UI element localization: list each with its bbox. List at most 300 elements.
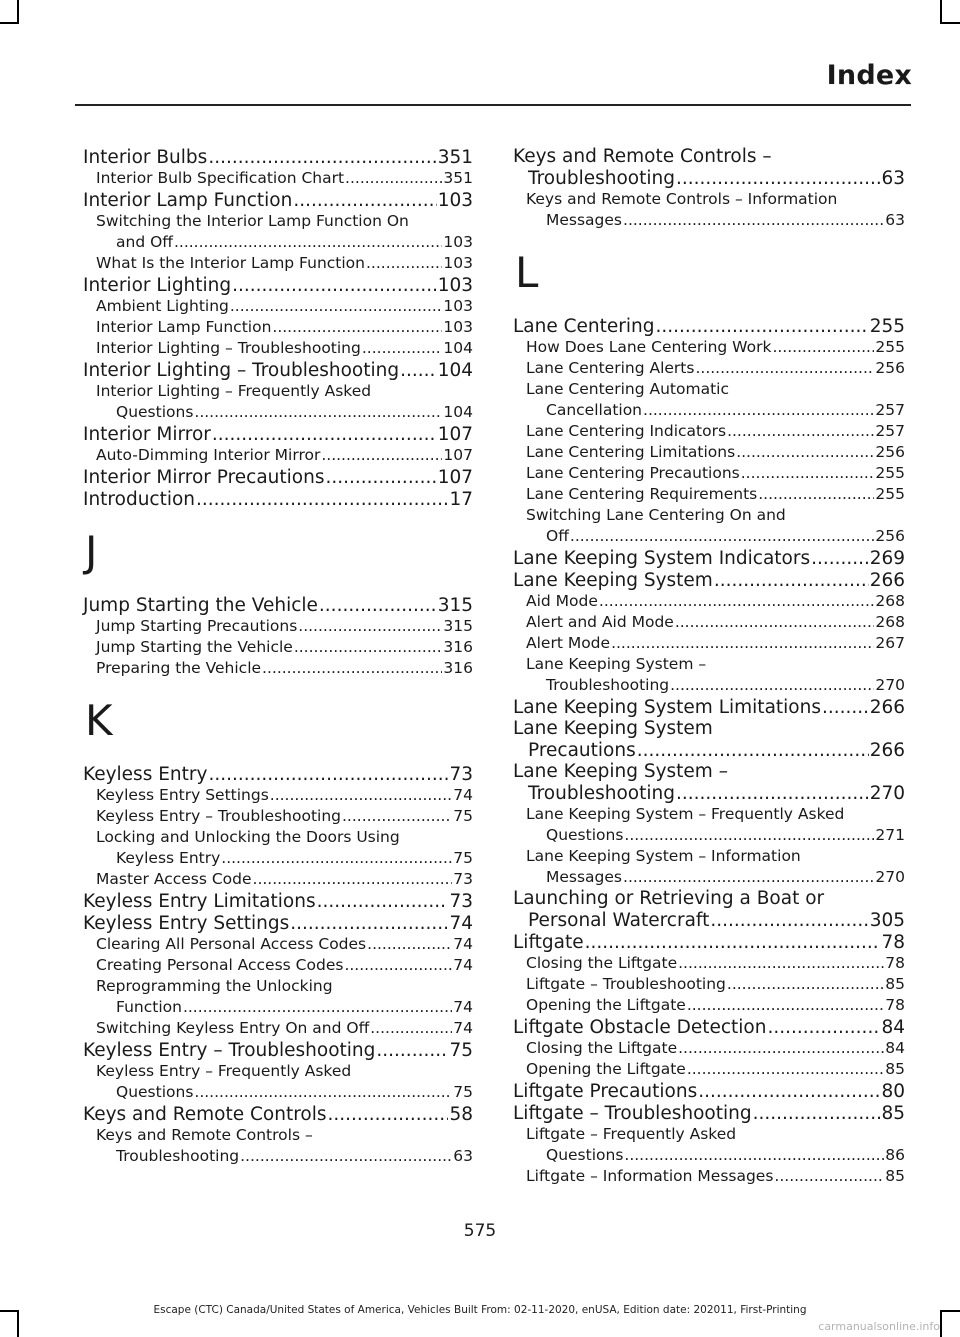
page-reference: 103 xyxy=(443,233,473,251)
leader-dots xyxy=(174,232,442,253)
index-subentry xyxy=(513,484,905,505)
entry-title-line: Liftgate – Frequently Asked xyxy=(526,1125,737,1143)
entry-title: Jump Starting the Vehicle xyxy=(96,638,293,656)
page-reference: 80 xyxy=(881,1081,905,1102)
entry-title: Auto-Dimming Interior Mirror xyxy=(96,446,321,464)
page-reference: 75 xyxy=(453,849,473,867)
index-subentry xyxy=(83,296,473,317)
entry-row xyxy=(513,931,905,953)
leader-dots xyxy=(774,1166,884,1187)
leader-dots xyxy=(687,995,884,1016)
entry-title: Cancellation xyxy=(546,401,643,419)
leader-dots xyxy=(208,147,436,168)
index-subentry xyxy=(513,463,905,484)
entry-row xyxy=(513,1145,905,1166)
leader-dots xyxy=(253,869,453,890)
page-reference: 58 xyxy=(449,1104,473,1125)
entry-row xyxy=(513,953,905,974)
page-reference: 256 xyxy=(875,527,905,545)
entry-row xyxy=(83,232,473,253)
entry-row xyxy=(83,848,473,869)
entry-title: Lane Centering xyxy=(513,316,655,337)
leader-dots xyxy=(678,953,884,974)
index-subentry xyxy=(513,1038,905,1059)
entry-row xyxy=(83,637,473,658)
index-entry xyxy=(83,274,473,296)
index-subentry xyxy=(83,1061,473,1103)
entry-title: Questions xyxy=(546,1146,624,1164)
index-subentry xyxy=(83,869,473,890)
page-reference: 85 xyxy=(885,975,905,993)
entry-title-line: Locking and Unlocking the Doors Using xyxy=(96,828,400,846)
entry-row xyxy=(83,934,473,955)
index-subentry xyxy=(513,804,905,846)
entry-title: How Does Lane Centering Work xyxy=(526,338,772,356)
entry-title: Liftgate – Troubleshooting xyxy=(526,975,726,993)
index-subentry xyxy=(513,189,905,231)
page-reference: 84 xyxy=(881,1017,905,1038)
page-reference: 63 xyxy=(881,168,905,189)
entry-row xyxy=(513,825,905,846)
index-subentry xyxy=(513,1166,905,1187)
entry-row xyxy=(513,696,905,718)
entry-title: Liftgate xyxy=(513,932,584,953)
entry-title: Off xyxy=(546,527,569,545)
page-reference: 86 xyxy=(885,1146,905,1164)
index-subentry xyxy=(83,381,473,423)
leader-dots xyxy=(230,296,443,317)
index-subentry xyxy=(83,317,473,338)
entry-row xyxy=(83,890,473,912)
page-reference: 315 xyxy=(443,617,473,635)
page-reference: 267 xyxy=(875,634,905,652)
page-reference: 255 xyxy=(875,338,905,356)
index-subentry xyxy=(83,338,473,359)
entry-title: Liftgate Obstacle Detection xyxy=(513,1017,767,1038)
index-entry xyxy=(83,1103,473,1125)
index-subentry xyxy=(83,976,473,1018)
entry-title: Interior Lighting xyxy=(83,275,232,296)
index-subentry xyxy=(513,953,905,974)
entry-row xyxy=(513,358,905,379)
page-reference: 75 xyxy=(453,807,473,825)
page-reference: 74 xyxy=(449,913,473,934)
index-subentry xyxy=(83,616,473,637)
entry-title-line: Launching or Retrieving a Boat or xyxy=(513,888,825,909)
leader-dots xyxy=(345,168,442,189)
entry-row xyxy=(83,616,473,637)
entry-title-line: Switching the Interior Lamp Function On xyxy=(96,212,409,230)
entry-title: Messages xyxy=(546,868,623,886)
index-entry xyxy=(513,1102,905,1124)
entry-title: Interior Bulb Specification Chart xyxy=(96,169,345,187)
entry-title: Liftgate – Troubleshooting xyxy=(513,1103,752,1124)
entry-row xyxy=(83,785,473,806)
entry-row xyxy=(513,1059,905,1080)
entry-row xyxy=(83,274,473,296)
page-number: 575 xyxy=(463,1221,497,1241)
leader-dots xyxy=(367,934,452,955)
index-entry xyxy=(83,1039,473,1061)
entry-title: Alert Mode xyxy=(526,634,611,652)
entry-row xyxy=(83,997,473,1018)
entry-title-line: Keys and Remote Controls – Information xyxy=(526,190,838,208)
index-subentry xyxy=(83,1018,473,1039)
leader-dots xyxy=(570,526,875,547)
entry-title: and Off xyxy=(116,233,173,251)
entry-title: Questions xyxy=(116,403,194,421)
entry-row xyxy=(513,739,905,761)
entry-row xyxy=(83,1039,473,1061)
entry-title: Liftgate Precautions xyxy=(513,1081,698,1102)
entry-title: Lane Keeping System xyxy=(513,570,713,591)
page-reference: 351 xyxy=(443,169,473,187)
leader-dots xyxy=(623,210,884,231)
page-reference: 103 xyxy=(443,254,473,272)
page-title: Index xyxy=(826,60,912,91)
entry-row xyxy=(83,763,473,785)
header-divider xyxy=(75,104,911,106)
page-reference: 270 xyxy=(869,783,905,804)
entry-title: Troubleshooting xyxy=(528,783,675,804)
index-subentry xyxy=(83,934,473,955)
page-reference: 268 xyxy=(875,613,905,631)
leader-dots xyxy=(675,612,875,633)
page-reference: 63 xyxy=(453,1147,473,1165)
leader-dots xyxy=(194,1082,452,1103)
page-reference: 75 xyxy=(453,1083,473,1101)
crop-mark xyxy=(17,0,19,24)
leader-dots xyxy=(741,463,875,484)
entry-row xyxy=(83,594,473,616)
index-entry xyxy=(83,146,473,168)
page-reference: 103 xyxy=(443,318,473,336)
entry-row xyxy=(83,402,473,423)
leader-dots xyxy=(321,445,442,466)
entry-title: Interior Lamp Function xyxy=(83,190,293,211)
entry-title: Master Access Code xyxy=(96,870,252,888)
entry-row xyxy=(83,869,473,890)
page-reference: 257 xyxy=(875,401,905,419)
index-entry xyxy=(83,189,473,211)
index-entry xyxy=(83,488,473,510)
index-entry xyxy=(513,547,905,569)
entry-title-line: Keys and Remote Controls – xyxy=(96,1126,313,1144)
leader-dots xyxy=(623,867,874,888)
index-subentry xyxy=(83,658,473,679)
page-reference: 63 xyxy=(885,211,905,229)
leader-dots xyxy=(298,616,442,637)
entry-title: Interior Mirror Precautions xyxy=(83,467,325,488)
index-subentry xyxy=(513,995,905,1016)
entry-row xyxy=(83,168,473,189)
entry-title-line: Lane Keeping System – xyxy=(526,655,707,673)
entry-row xyxy=(513,337,905,358)
entry-row xyxy=(83,466,473,488)
entry-title: Clearing All Personal Access Codes xyxy=(96,935,367,953)
entry-title: Keyless Entry Settings xyxy=(83,913,290,934)
leader-dots xyxy=(262,658,442,679)
leader-dots xyxy=(676,168,881,189)
index-entry xyxy=(513,761,905,804)
leader-dots xyxy=(362,338,443,359)
leader-dots xyxy=(624,825,874,846)
index-subentry xyxy=(83,168,473,189)
leader-dots xyxy=(317,891,449,912)
page-reference: 73 xyxy=(449,891,473,912)
leader-dots xyxy=(811,548,869,569)
entry-row xyxy=(513,526,905,547)
leader-dots xyxy=(290,913,448,934)
leader-dots xyxy=(727,974,884,995)
entry-row xyxy=(83,189,473,211)
leader-dots xyxy=(293,190,436,211)
index-subentry xyxy=(513,591,905,612)
leader-dots xyxy=(328,1104,449,1125)
page-reference: 255 xyxy=(869,316,905,337)
entry-row xyxy=(83,806,473,827)
entry-title: Keyless Entry xyxy=(83,764,208,785)
entry-title: Interior Lighting – Troubleshooting xyxy=(96,339,361,357)
entry-title: Precautions xyxy=(528,740,636,761)
leader-dots xyxy=(678,1038,884,1059)
page-reference: 107 xyxy=(437,467,473,488)
entry-title: Keyless Entry – Troubleshooting xyxy=(96,807,341,825)
watermark: carmanualsonline.info xyxy=(818,1320,940,1333)
leader-dots xyxy=(344,955,452,976)
entry-title-line: Lane Keeping System – Information xyxy=(526,847,801,865)
entry-title: Lane Centering Indicators xyxy=(526,422,727,440)
crop-mark xyxy=(0,22,19,24)
section-letter: J xyxy=(85,527,98,576)
entry-title-line: Lane Keeping System – xyxy=(513,761,728,782)
index-subentry xyxy=(83,806,473,827)
entry-row xyxy=(513,974,905,995)
index-subentry xyxy=(513,358,905,379)
entry-row xyxy=(513,569,905,591)
entry-title: Personal Watercraft xyxy=(528,910,710,931)
index-entry xyxy=(83,423,473,445)
leader-dots xyxy=(758,484,874,505)
index-subentry xyxy=(513,1059,905,1080)
page-reference: 315 xyxy=(437,595,473,616)
entry-title: Keyless Entry Settings xyxy=(96,786,269,804)
footer-edition-text: Escape (CTC) Canada/United States of America, Vehicles Built From: 02-11-2020, enUSA, Edition date: 202011, First-Printing xyxy=(153,1304,807,1316)
leader-dots xyxy=(272,317,442,338)
leader-dots xyxy=(212,424,437,445)
entry-row xyxy=(513,782,905,804)
page-reference: 85 xyxy=(885,1167,905,1185)
entry-title: Questions xyxy=(116,1083,194,1101)
page-reference: 104 xyxy=(443,339,473,357)
page-reference: 74 xyxy=(453,998,473,1016)
leader-dots xyxy=(376,1040,448,1061)
entry-row xyxy=(513,421,905,442)
entry-title: Liftgate – Information Messages xyxy=(526,1167,774,1185)
page-reference: 271 xyxy=(875,826,905,844)
leader-dots xyxy=(232,275,437,296)
entry-title: Function xyxy=(116,998,182,1016)
page-reference: 73 xyxy=(449,764,473,785)
entry-title: What Is the Interior Lamp Function xyxy=(96,254,365,272)
index-entry xyxy=(83,763,473,785)
entry-title-line: Interior Lighting – Frequently Asked xyxy=(96,382,372,400)
entry-title: Jump Starting Precautions xyxy=(96,617,298,635)
entry-row xyxy=(513,1080,905,1102)
entry-row xyxy=(83,317,473,338)
page-reference: 266 xyxy=(869,697,905,718)
page-reference: 74 xyxy=(453,786,473,804)
entry-title: Troubleshooting xyxy=(116,1147,240,1165)
leader-dots xyxy=(240,1146,452,1167)
index-subentry xyxy=(513,974,905,995)
entry-title: Interior Lighting – Troubleshooting xyxy=(83,360,400,381)
index-entry xyxy=(513,696,905,718)
entry-title-line: Reprogramming the Unlocking xyxy=(96,977,333,995)
page-reference: 316 xyxy=(443,638,473,656)
index-subentry xyxy=(83,445,473,466)
entry-title: Lane Keeping System Indicators xyxy=(513,548,811,569)
entry-title-line: Lane Keeping System – Frequently Asked xyxy=(526,805,845,823)
leader-dots xyxy=(221,848,452,869)
entry-title: Questions xyxy=(546,826,624,844)
entry-title: Keyless Entry – Troubleshooting xyxy=(83,1040,376,1061)
index-entry xyxy=(83,466,473,488)
index-subentry xyxy=(513,442,905,463)
entry-row xyxy=(513,1016,905,1038)
leader-dots xyxy=(400,360,437,381)
entry-title: Interior Lamp Function xyxy=(96,318,272,336)
entry-row xyxy=(83,445,473,466)
leader-dots xyxy=(624,1145,884,1166)
leader-dots xyxy=(325,467,436,488)
leader-dots xyxy=(772,337,874,358)
leader-dots xyxy=(637,740,869,761)
entry-row xyxy=(83,658,473,679)
entry-title: Keyless Entry Limitations xyxy=(83,891,316,912)
page-reference: 305 xyxy=(869,910,905,931)
entry-title: Closing the Liftgate xyxy=(526,954,678,972)
entry-title: Ambient Lighting xyxy=(96,297,229,315)
page-reference: 103 xyxy=(443,297,473,315)
entry-title: Interior Bulbs xyxy=(83,147,208,168)
entry-title: Lane Centering Requirements xyxy=(526,485,758,503)
index-subentry xyxy=(83,827,473,869)
leader-dots xyxy=(736,442,874,463)
index-entry xyxy=(83,594,473,616)
leader-dots xyxy=(208,764,448,785)
index-subentry xyxy=(513,337,905,358)
index-subentry xyxy=(513,612,905,633)
index-subentry xyxy=(83,253,473,274)
leader-dots xyxy=(714,570,869,591)
index-subentry xyxy=(83,785,473,806)
index-subentry xyxy=(83,1125,473,1167)
entry-title-line: Lane Centering Automatic xyxy=(526,380,729,398)
entry-title: Alert and Aid Mode xyxy=(526,613,674,631)
entry-row xyxy=(513,867,905,888)
entry-title: Keys and Remote Controls xyxy=(83,1104,327,1125)
entry-title: Troubleshooting xyxy=(546,676,670,694)
entry-title: Messages xyxy=(546,211,623,229)
leader-dots xyxy=(342,806,452,827)
page-reference: 103 xyxy=(437,190,473,211)
index-subentry xyxy=(83,955,473,976)
index-entry xyxy=(513,1016,905,1038)
entry-row xyxy=(83,1103,473,1125)
index-column-left xyxy=(83,146,473,1167)
entry-row xyxy=(513,547,905,569)
page-reference: 266 xyxy=(869,570,905,591)
page-reference: 257 xyxy=(875,422,905,440)
entry-row xyxy=(513,484,905,505)
page-reference: 107 xyxy=(443,446,473,464)
index-subentry xyxy=(513,846,905,888)
entry-title: Preparing the Vehicle xyxy=(96,659,262,677)
entry-title: Creating Personal Access Codes xyxy=(96,956,344,974)
leader-dots xyxy=(727,421,874,442)
entry-row xyxy=(83,338,473,359)
page-reference: 268 xyxy=(875,592,905,610)
page-reference: 17 xyxy=(449,489,473,510)
entry-row xyxy=(513,167,905,189)
entry-title: Interior Mirror xyxy=(83,424,211,445)
entry-title: Keyless Entry xyxy=(116,849,221,867)
leader-dots xyxy=(656,316,869,337)
entry-row xyxy=(513,995,905,1016)
entry-title: Closing the Liftgate xyxy=(526,1039,678,1057)
index-column-right xyxy=(513,146,905,1187)
page-reference: 85 xyxy=(881,1103,905,1124)
index-subentry xyxy=(513,379,905,421)
entry-row xyxy=(83,488,473,510)
entry-row xyxy=(83,1018,473,1039)
index-subentry xyxy=(513,1124,905,1166)
page-reference: 73 xyxy=(453,870,473,888)
entry-title-line: Switching Lane Centering On and xyxy=(526,506,786,524)
page-reference: 255 xyxy=(875,464,905,482)
index-entry xyxy=(513,931,905,953)
entry-row xyxy=(83,912,473,934)
index-entry xyxy=(513,146,905,189)
section-letter: L xyxy=(515,248,539,297)
entry-title: Lane Centering Limitations xyxy=(526,443,736,461)
entry-row xyxy=(513,675,905,696)
entry-title: Lane Keeping System Limitations xyxy=(513,697,821,718)
leader-dots xyxy=(183,997,452,1018)
entry-row xyxy=(513,442,905,463)
entry-title: Introduction xyxy=(83,489,196,510)
page-reference: 270 xyxy=(875,868,905,886)
leader-dots xyxy=(670,675,874,696)
index-entry xyxy=(83,359,473,381)
entry-row xyxy=(83,423,473,445)
page-reference: 107 xyxy=(437,424,473,445)
page-reference: 78 xyxy=(885,954,905,972)
page-reference: 75 xyxy=(449,1040,473,1061)
leader-dots xyxy=(676,783,869,804)
leader-dots xyxy=(695,358,874,379)
page-reference: 74 xyxy=(453,956,473,974)
entry-title-line: Keys and Remote Controls – xyxy=(513,146,772,167)
entry-title: Jump Starting the Vehicle xyxy=(83,595,318,616)
entry-row xyxy=(513,400,905,421)
index-subentry xyxy=(83,211,473,253)
entry-title: Lane Centering Precautions xyxy=(526,464,740,482)
index-subentry xyxy=(83,637,473,658)
index-entry xyxy=(513,718,905,761)
index-entry xyxy=(513,569,905,591)
